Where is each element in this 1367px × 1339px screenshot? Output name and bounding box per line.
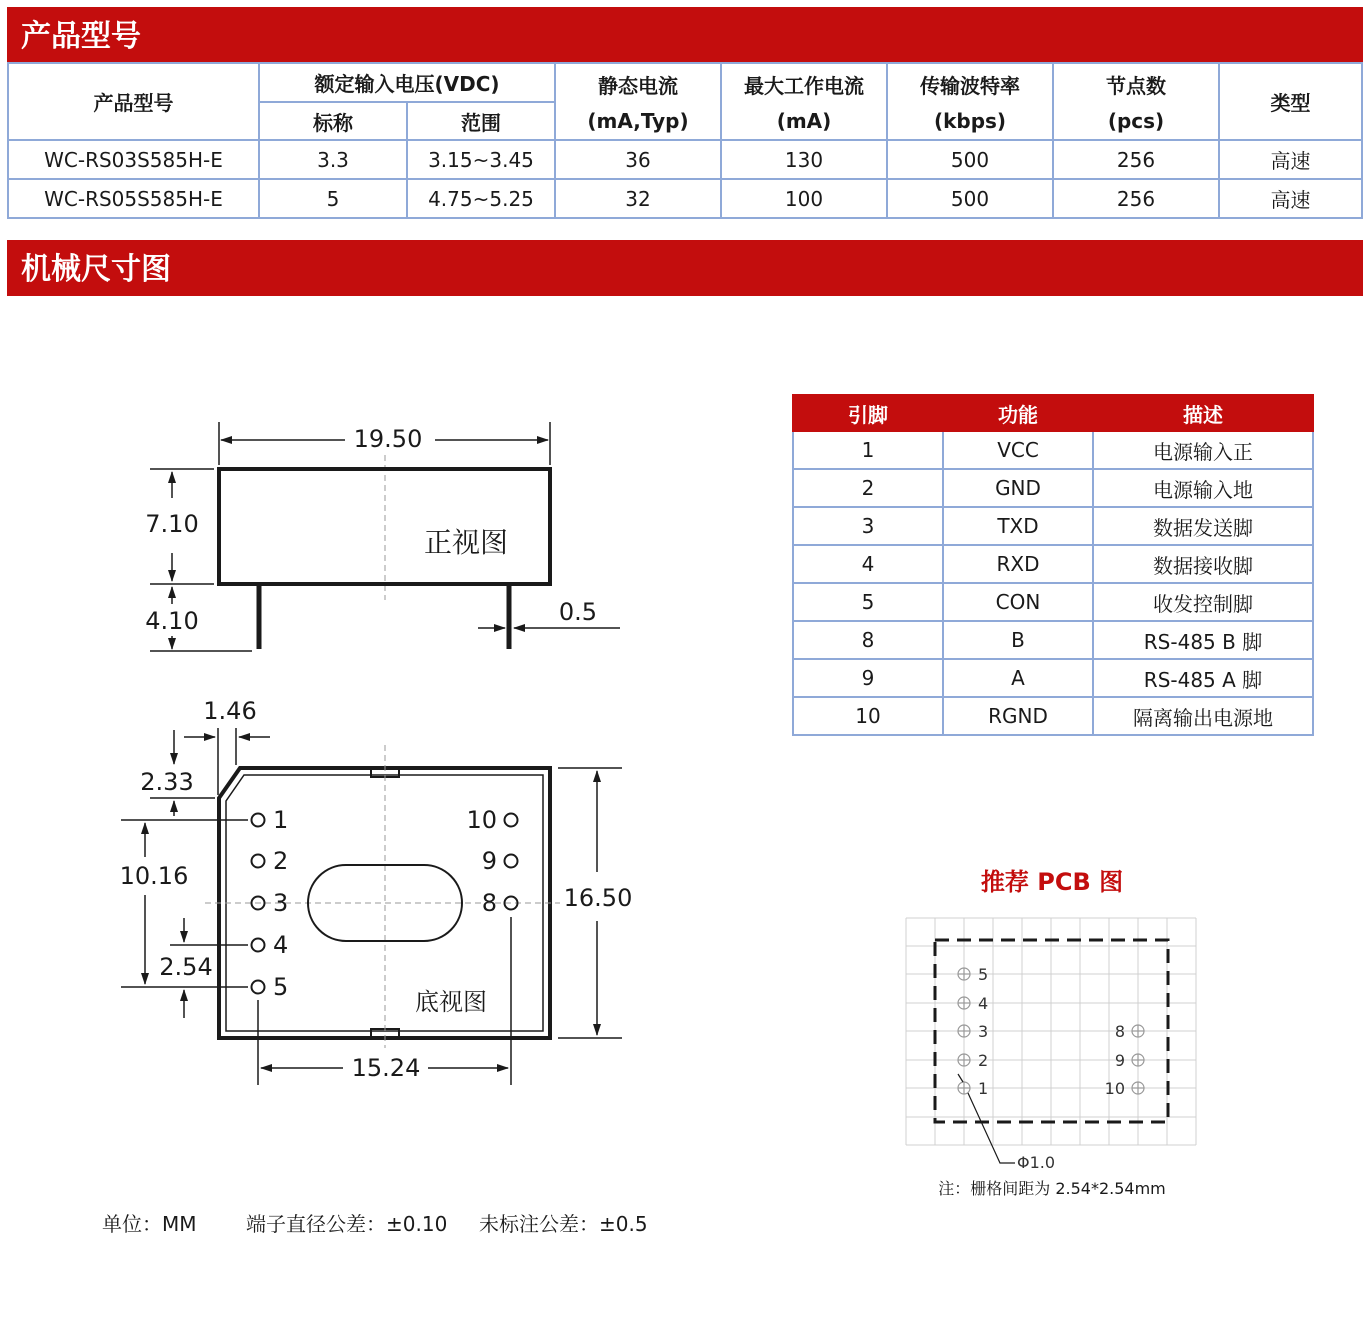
header-range: 范围 [407, 102, 555, 140]
cell-desc: RS-485 B 脚 [1093, 621, 1313, 659]
cell-nodes: 256 [1053, 140, 1219, 179]
dim-depth: 16.50 [563, 884, 633, 912]
cell-desc: 数据接收脚 [1093, 545, 1313, 583]
cell-desc: 电源输入正 [1093, 431, 1313, 469]
dim-chamfer-y: 2.33 [140, 768, 194, 796]
dim-pitch: 2.54 [159, 953, 213, 981]
cell-pin: 9 [793, 659, 943, 697]
cell-func: B [943, 621, 1093, 659]
pcb-hole-dim: Φ1.0 [1017, 1153, 1056, 1172]
cell-model: WC-RS05S585H-E [8, 179, 259, 218]
header-max-current-l2: (mA) [776, 109, 832, 133]
cell-pin: 8 [793, 621, 943, 659]
dim-pin-width: 0.5 [558, 598, 598, 626]
bottom-pin-label: 10 [466, 806, 497, 834]
cell-func: GND [943, 469, 1093, 507]
pcb-grid [906, 918, 1196, 1145]
bottom-pin-label: 2 [273, 847, 289, 875]
unit-note: 单位：MM [102, 1212, 197, 1236]
cell-func: RGND [943, 697, 1093, 735]
cell-pin: 2 [793, 469, 943, 507]
cell-desc: 电源输入地 [1093, 469, 1313, 507]
header-quiescent-l1: 静态电流 [598, 74, 678, 98]
bottom-pin-label: 1 [273, 806, 289, 834]
header-max-current-l1: 最大工作电流 [744, 74, 864, 98]
dim-pin-length: 4.10 [145, 607, 199, 635]
cell-model: WC-RS03S585H-E [8, 140, 259, 179]
cell-func: VCC [943, 431, 1093, 469]
header-voltage: 额定输入电压(VDC) [259, 63, 555, 102]
header-nodes-l2: (pcs) [1107, 109, 1165, 133]
pcb-title: 推荐 PCB 图 [980, 868, 1124, 896]
cell-nominal: 5 [259, 179, 407, 218]
dim-pin-span: 10.16 [119, 862, 189, 890]
cell-pin: 5 [793, 583, 943, 621]
cell-quiescent: 36 [555, 140, 721, 179]
pcb-pin-label: 3 [978, 1022, 989, 1041]
dim-chamfer-x: 1.46 [203, 697, 257, 725]
front-view [150, 422, 620, 651]
cell-desc: RS-485 A 脚 [1093, 659, 1313, 697]
pcb-pin-label: 8 [1114, 1022, 1125, 1041]
pin-header: 引脚 [793, 395, 943, 431]
pcb-pin-label: 5 [978, 965, 989, 984]
cell-desc: 数据发送脚 [1093, 507, 1313, 545]
cell-pin: 3 [793, 507, 943, 545]
bottom-view [121, 728, 622, 1085]
bottom-pin-label: 5 [273, 973, 289, 1001]
function-header: 功能 [943, 395, 1093, 431]
dim-row-span: 15.24 [351, 1054, 421, 1082]
section-title-product-model: 产品型号 [7, 7, 1363, 62]
cell-func: TXD [943, 507, 1093, 545]
cell-func: RXD [943, 545, 1093, 583]
header-baud-l2: (kbps) [933, 109, 1007, 133]
cell-func: CON [943, 583, 1093, 621]
cell-max-current: 130 [721, 140, 887, 179]
cell-baud: 500 [887, 179, 1053, 218]
pcb-pin-label: 1 [978, 1079, 989, 1098]
cell-type: 高速 [1219, 140, 1362, 179]
pcb-pin-label: 2 [978, 1051, 989, 1070]
header-nominal: 标称 [259, 102, 407, 140]
header-baud-l1: 传输波特率 [920, 74, 1020, 98]
dim-width: 19.50 [353, 425, 423, 453]
header-type: 类型 [1219, 63, 1362, 140]
front-view-label: 正视图 [423, 526, 509, 559]
section-title-mechanical: 机械尺寸图 [7, 240, 1363, 296]
pcb-grid-note: 注：栅格间距为 2.54*2.54mm [938, 1179, 1166, 1198]
cell-nominal: 3.3 [259, 140, 407, 179]
description-header: 描述 [1093, 395, 1313, 431]
cell-pin: 4 [793, 545, 943, 583]
bottom-pin-label: 8 [481, 889, 497, 917]
bottom-pin-label: 9 [481, 847, 497, 875]
cell-range: 4.75~5.25 [407, 179, 555, 218]
pin-tolerance-note: 端子直径公差：±0.10 [246, 1212, 448, 1236]
cell-max-current: 100 [721, 179, 887, 218]
general-tolerance-note: 未标注公差：±0.5 [479, 1212, 648, 1236]
cell-quiescent: 32 [555, 179, 721, 218]
header-model: 产品型号 [8, 63, 259, 140]
cell-desc: 收发控制脚 [1093, 583, 1313, 621]
bottom-pin-label: 4 [273, 931, 289, 959]
bottom-view-label: 底视图 [415, 988, 487, 1016]
pcb-pin-label: 4 [978, 994, 989, 1013]
cell-pin: 1 [793, 431, 943, 469]
header-quiescent-l2: (mA,Typ) [587, 109, 689, 133]
cell-pin: 10 [793, 697, 943, 735]
cell-func: A [943, 659, 1093, 697]
cell-baud: 500 [887, 140, 1053, 179]
bottom-pin-label: 3 [273, 889, 289, 917]
cell-desc: 隔离输出电源地 [1093, 697, 1313, 735]
cell-range: 3.15~3.45 [407, 140, 555, 179]
header-nodes-l1: 节点数 [1106, 74, 1166, 98]
pcb-pin-label: 10 [1104, 1079, 1125, 1098]
cell-nodes: 256 [1053, 179, 1219, 218]
pcb-pin-label: 9 [1114, 1051, 1125, 1070]
dim-height: 7.10 [145, 510, 199, 538]
cell-type: 高速 [1219, 179, 1362, 218]
